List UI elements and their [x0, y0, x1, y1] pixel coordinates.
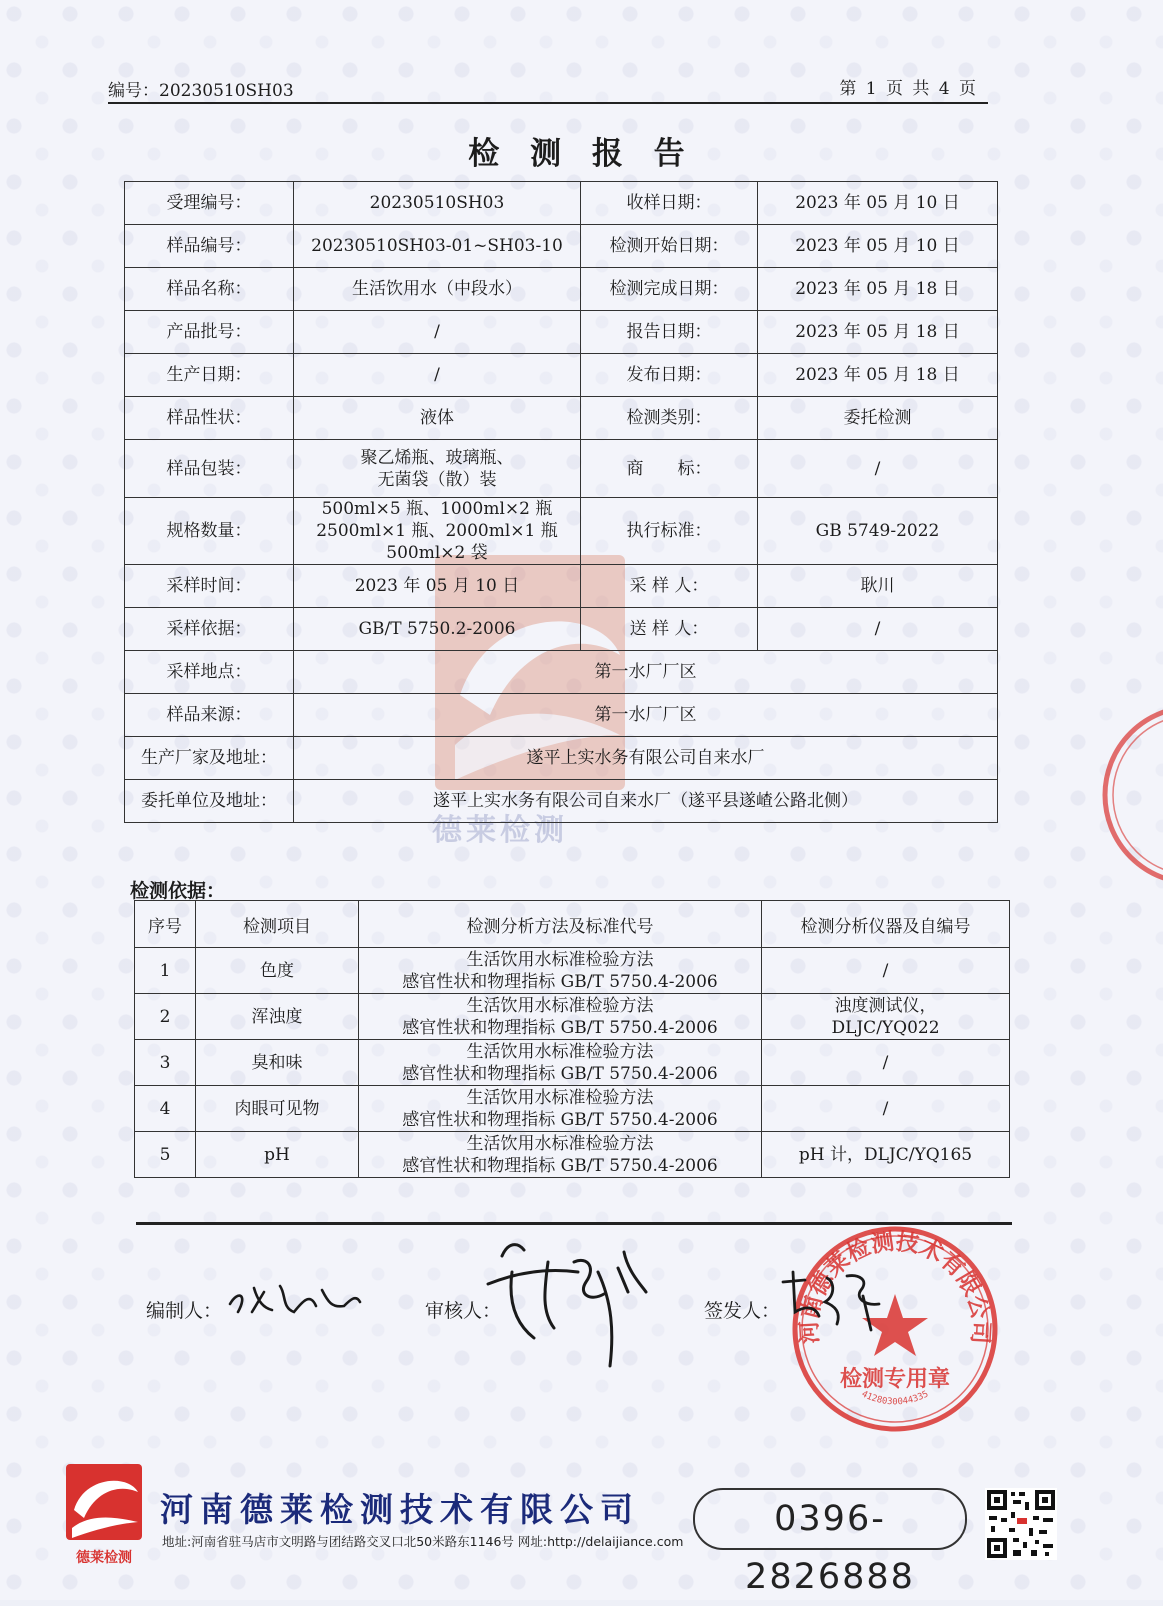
info-row: [125, 397, 998, 440]
info-value: 第一水厂厂区: [294, 694, 998, 737]
info-label: 样品名称：: [125, 268, 294, 311]
method-line: 感官性状和物理指标 GB/T 5750.4-2006: [402, 1155, 718, 1176]
wide-row: [125, 651, 998, 694]
info-label: 生产日期：: [125, 354, 294, 397]
info-value: 2023 年 05 月 18 日: [758, 268, 998, 311]
column-header: 检测分析方法及标准代号: [359, 901, 762, 948]
instrument-line: 浊度测试仪，: [834, 995, 937, 1016]
method-line: 感官性状和物理指标 GB/T 5750.4-2006: [402, 1017, 718, 1038]
instrument-line: /: [882, 960, 889, 981]
info-row: [125, 608, 998, 651]
column-header: 序号: [135, 901, 196, 948]
spec-value: [294, 498, 581, 565]
info-value: 20230510SH03-01~SH03-10: [294, 225, 581, 268]
column-header: 检测分析仪器及自编号: [762, 901, 1010, 948]
table-header-row: [135, 901, 1010, 948]
info-label: 检测完成日期：: [581, 268, 758, 311]
method-line: 生活饮用水标准检验方法: [466, 995, 654, 1016]
cell-item: 肉眼可见物: [196, 1086, 359, 1132]
info-label: 样品性状：: [125, 397, 294, 440]
info-label: 采样时间：: [125, 565, 294, 608]
cell-instrument: [762, 1086, 1010, 1132]
instrument-line: pH 计，DLJC/YQ165: [798, 1144, 973, 1165]
page-indicator: 第 1 页 共 4 页: [839, 79, 978, 99]
info-label: 生产厂家及地址：: [125, 737, 294, 780]
info-value: 20230510SH03: [294, 182, 581, 225]
info-row: [125, 268, 998, 311]
info-label: 检测类别：: [581, 397, 758, 440]
cell-no: 1: [135, 948, 196, 994]
info-row: [125, 225, 998, 268]
document-number: 编号：20230510SH03: [108, 81, 294, 101]
info-value: /: [758, 608, 998, 651]
seal-purpose-text: 检测专用章: [839, 1367, 951, 1392]
method-line: 生活饮用水标准检验方法: [466, 1087, 654, 1108]
cell-item: 浑浊度: [196, 994, 359, 1040]
info-label: 检测开始日期：: [581, 225, 758, 268]
sample-info-table: [124, 181, 998, 823]
info-value: GB 5749-2022: [758, 498, 998, 565]
cell-no: 4: [135, 1086, 196, 1132]
company-logo-icon: [62, 1458, 146, 1568]
wide-row: [125, 737, 998, 780]
table-row: [135, 1040, 1010, 1086]
method-line: 生活饮用水标准检验方法: [466, 1041, 654, 1062]
info-label: 送 样 人：: [581, 608, 758, 651]
info-label: 执行标准：: [581, 498, 758, 565]
info-value: 耿川: [758, 565, 998, 608]
info-label: 采样依据：: [125, 608, 294, 651]
table-row: [135, 1132, 1010, 1178]
cell-instrument: [762, 1040, 1010, 1086]
info-value: 2023 年 05 月 10 日: [758, 225, 998, 268]
company-address: 地址:河南省驻马店市文明路与团结路交叉口北50米路东1146号 网址:http://delaijiance.com: [162, 1534, 684, 1549]
test-basis-table: [134, 900, 1010, 1178]
info-value: 委托检测: [758, 397, 998, 440]
cell-no: 2: [135, 994, 196, 1040]
info-value: GB/T 5750.2-2006: [294, 608, 581, 651]
info-value: 第一水厂厂区: [294, 651, 998, 694]
phone-number: 0396-2826888: [693, 1488, 967, 1550]
info-label: 采样地点：: [125, 651, 294, 694]
info-label: 产品批号：: [125, 311, 294, 354]
info-value: 遂平上实水务有限公司自来水厂: [294, 737, 998, 780]
spec-line: 500ml×2 袋: [386, 543, 488, 563]
info-label: 样品包装：: [125, 440, 294, 498]
cell-instrument: [762, 994, 1010, 1040]
cell-method: [359, 1086, 762, 1132]
company-name: 河南德莱检测技术有限公司: [160, 1490, 640, 1529]
cell-method: [359, 994, 762, 1040]
cell-instrument: [762, 1132, 1010, 1178]
info-value: 2023 年 05 月 18 日: [758, 354, 998, 397]
cell-item: pH: [196, 1132, 359, 1178]
cell-item: 色度: [196, 948, 359, 994]
report-title: 检 测 报 告: [468, 136, 695, 172]
info-row: [125, 565, 998, 608]
method-line: 感官性状和物理指标 GB/T 5750.4-2006: [402, 1063, 718, 1084]
packaging-value: [294, 440, 581, 498]
info-value: 2023 年 05 月 18 日: [758, 311, 998, 354]
method-line: 生活饮用水标准检验方法: [466, 1133, 654, 1154]
cell-instrument: [762, 948, 1010, 994]
info-label: 商 标：: [581, 440, 758, 498]
wide-row: [125, 694, 998, 737]
cell-no: 5: [135, 1132, 196, 1178]
info-row: [125, 182, 998, 225]
spec-line: 2500ml×1 瓶、2000ml×1 瓶: [316, 521, 558, 541]
info-value: /: [294, 354, 581, 397]
wide-row: [125, 780, 998, 823]
signature-divider: [136, 1222, 1012, 1225]
cell-item: 臭和味: [196, 1040, 359, 1086]
info-label: 规格数量：: [125, 498, 294, 565]
info-row: [125, 354, 998, 397]
instrument-line: /: [882, 1052, 889, 1073]
section-label-basis: 检测依据：: [130, 880, 226, 902]
info-value: 2023 年 05 月 10 日: [758, 182, 998, 225]
method-line: 感官性状和物理指标 GB/T 5750.4-2006: [402, 971, 718, 992]
spec-line: 500ml×5 瓶、1000ml×2 瓶: [321, 499, 553, 519]
packaging-line: 聚乙烯瓶、玻璃瓶、: [360, 447, 514, 468]
method-line: 生活饮用水标准检验方法: [466, 949, 654, 970]
info-value: 液体: [294, 397, 581, 440]
qr-code-icon: [985, 1488, 1057, 1560]
cell-method: [359, 1132, 762, 1178]
info-value: /: [758, 440, 998, 498]
info-label: 发布日期：: [581, 354, 758, 397]
info-label: 收样日期：: [581, 182, 758, 225]
info-value: 遂平上实水务有限公司自来水厂（遂平县遂嵖公路北侧）: [294, 780, 998, 823]
header-bar: [108, 74, 988, 104]
info-label: 受理编号：: [125, 182, 294, 225]
seal-org-text: 河南德莱检测技术有限公司: [796, 1228, 994, 1345]
table-row: [135, 994, 1010, 1040]
info-label: 样品编号：: [125, 225, 294, 268]
info-row: [125, 311, 998, 354]
table-row: [135, 1086, 1010, 1132]
info-value: 2023 年 05 月 10 日: [294, 565, 581, 608]
cell-no: 3: [135, 1040, 196, 1086]
instrument-line: /: [882, 1098, 889, 1119]
spec-row: [125, 498, 998, 565]
method-line: 感官性状和物理指标 GB/T 5750.4-2006: [402, 1109, 718, 1130]
info-label: 委托单位及地址：: [125, 780, 294, 823]
reviewed-by-label: 审核人：: [425, 1300, 502, 1322]
seal-code-text: 4128030044335: [859, 1389, 931, 1408]
info-label: 报告日期：: [581, 311, 758, 354]
info-label: 采 样 人：: [581, 565, 758, 608]
instrument-line: DLJC/YQ022: [831, 1017, 940, 1038]
info-value: 生活饮用水（中段水）: [294, 268, 581, 311]
info-value: /: [294, 311, 581, 354]
cell-method: [359, 1040, 762, 1086]
watermark-text: 德莱检测: [432, 813, 568, 848]
table-row: [135, 948, 1010, 994]
cell-method: [359, 948, 762, 994]
column-header: 检测项目: [196, 901, 359, 948]
prepared-by-label: 编制人：: [146, 1300, 223, 1322]
packaging-line: 无菌袋（散）装: [377, 469, 497, 490]
packaging-row: [125, 440, 998, 498]
logo-caption: 德莱检测: [76, 1550, 132, 1566]
issued-by-label: 签发人：: [704, 1300, 781, 1322]
info-label: 样品来源：: [125, 694, 294, 737]
